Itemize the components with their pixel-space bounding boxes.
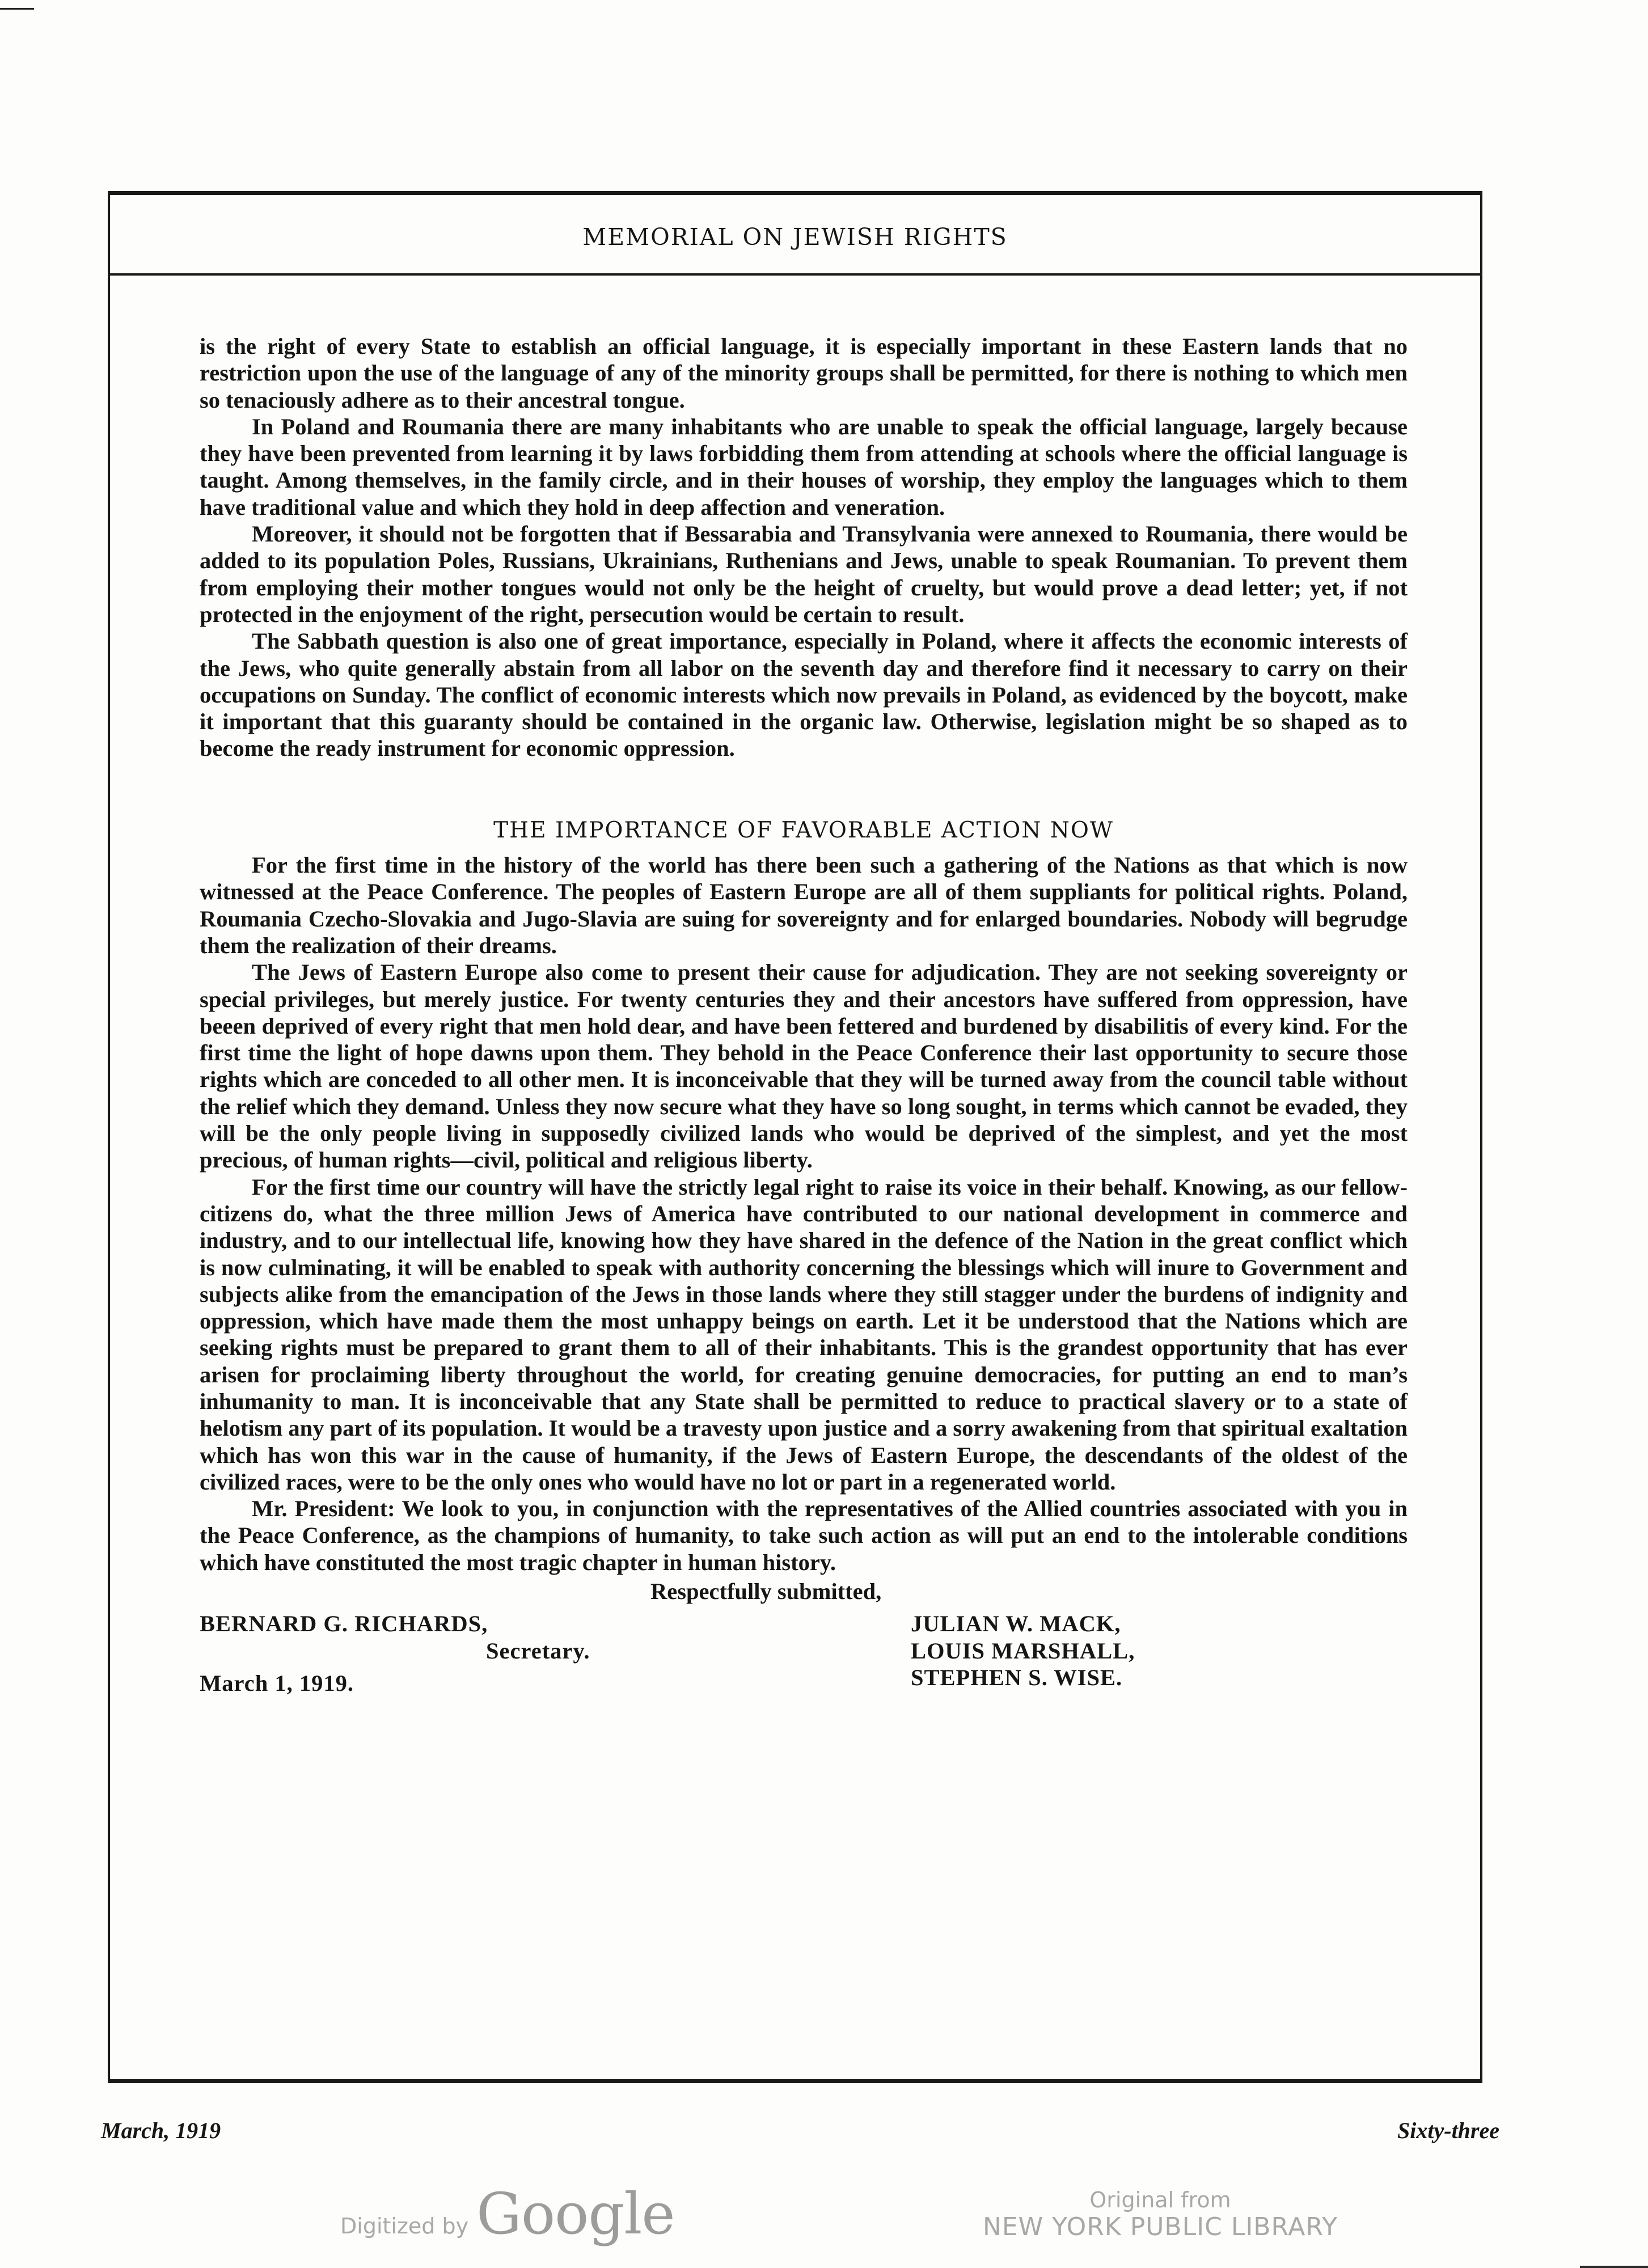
paragraph: is the right of every State to establish an official language, it is especially important in these Eastern lands that no restriction upon the use of the language of any of the minority groups shall be permitted, for there is nothing to which men so tenaciously adhere as to their ancestral tongue.	[200, 333, 1408, 413]
google-logo: Google	[476, 2181, 675, 2247]
original-from-text: Original from	[1089, 2187, 1231, 2212]
page-number: Sixty-three	[1397, 2118, 1499, 2143]
scan-edge-mark	[1580, 2266, 1648, 2268]
digitized-by-text: Digitized by	[340, 2214, 469, 2239]
paragraph: For the first time in the history of the world has there been such a gathering of the Nations as that which is now witnessed at the Peace Conference. The peoples of Eastern Europe are all of them suppliants for political rights. Poland, Roumania Czecho-Slovakia and Jugo-Slavia are suing for sovereignty and for enlarged boundaries. Nobody will begrudge them the realization of their dreams.	[200, 852, 1408, 958]
page-frame	[108, 191, 1482, 2083]
signature-date: March 1, 1919.	[200, 1670, 354, 1696]
paragraph: The Jews of Eastern Europe also come to present their cause for adjudication. They are not seeking sovereignty or special privileges, but merely justice. For twenty centuries they and their ancestors have suffered from oppression, have beeen deprived of every right that men hold dear, and have been fettered and burdened by disabilitis of every kind. For the first time the light of hope dawns upon them. They behold in the Peace Conference their last opportunity to secure those rights which are conceded to all other men. It is inconceivable that they will be turned away from the council table without the relief which they demand. Unless they now secure what they have so long sought, in terms which cannot be evaded, they will be the only people living in supposedly civilized lands who would be deprived of the simplest, and yet the most precious, of human rights—civil, political and religious liberty.	[200, 959, 1408, 1173]
page-title: MEMORIAL ON JEWISH RIGHTS	[582, 223, 1008, 251]
closing-line: Respectfully submitted,	[650, 1579, 882, 1605]
paragraph: For the first time our country will have the strictly legal right to raise its voice in their behalf. Knowing, as our fellow-citizens do, what the three million Jews of America have contributed to our national development in commerce and industry, and to our intellectual life, knowing how they have shared in the defence of the Nation in the great conflict which is now culminating, it will be enabled to speak with authority concerning the blessings which will inure to Government and subjects alike from the emancipation of the Jews in those lands where they still stagger under the burdens of indignity and oppression, which have made them the most unhappy beings on earth. Let it be understood that the Nations which are seeking rights must be prepared to grant them to all of their inhabitants. This is the grandest opportunity that has ever arisen for proclaiming liberty throughout the world, for creating genuine democracies, for putting an end to man’s inhumanity to man. It is inconceivable that any State shall be permitted to reduce to practical slavery or to a state of helotism any part of its population. It would be a travesty upon justice and a sorry awakening from that spiritual exaltation which has won this war in the cause of humanity, if the Jews of Eastern Europe, the descendants of the oldest of the civilized races, were to be the only ones who would have no lot or part in a regenerated world.	[200, 1174, 1408, 1495]
digitized-watermark	[340, 2181, 675, 2247]
section-heading: THE IMPORTANCE OF FAVORABLE ACTION NOW	[493, 817, 1114, 843]
signer-name: JULIAN W. MACK,	[911, 1611, 1121, 1637]
secretary-signature	[200, 1610, 590, 1696]
signature-block	[200, 1610, 1408, 1701]
signer-name: BERNARD G. RICHARDS,	[200, 1611, 488, 1637]
paragraph: In Poland and Roumania there are many inhabitants who are unable to speak the official language, largely because they have been prevented from learning it by laws forbidding them from attending at schools where the official language is taught. Among themselves, in the family circle, and in their houses of worship, they employ the languages which to them have traditional value and which they hold in deep affection and veneration.	[200, 413, 1408, 520]
library-watermark	[982, 2187, 1338, 2241]
committee-signatures	[911, 1610, 1135, 1691]
library-name: NEW YORK PUBLIC LIBRARY	[982, 2212, 1338, 2241]
signer-name: STEPHEN S. WISE.	[911, 1664, 1123, 1690]
footer-date: March, 1919	[101, 2118, 221, 2143]
signer-name: LOUIS MARSHALL,	[911, 1637, 1135, 1664]
paragraph: Mr. President: We look to you, in conjunction with the representatives of the Allied countries associated with you in the Peace Conference, as the champions of humanity, to take such action as will put an end to the intolerable conditions which have constituted the most tragic chapter in human history.	[200, 1496, 1408, 1575]
paragraph: The Sabbath question is also one of great importance, especially in Poland, where it affects the economic interests of the Jews, who quite generally abstain from all labor on the seventh day and therefore find it necessary to carry on their occupations on Sunday. The conflict of economic interests which now prevails in Poland, as evidenced by the boycott, make it important that this guaranty should be contained in the organic law. Otherwise, legislation might be so shaped as to become the ready instrument for economic oppression.	[200, 628, 1408, 761]
scan-corner-mark	[0, 8, 34, 10]
signer-title: Secretary.	[486, 1637, 590, 1664]
paragraph: Moreover, it should not be forgotten that if Bessarabia and Transylvania were annexed to Roumania, there would be added to its population Poles, Russians, Ukrainians, Ruthenians and Jews, unable to speak Roumanian. To prevent them from employing their mother tongues would not only be the height of cruelty, but would prove a dead letter; yet, if not protected in the enjoyment of the right, persecution would be certain to result.	[200, 521, 1408, 627]
running-header	[110, 195, 1480, 276]
body-text	[200, 333, 1408, 1701]
